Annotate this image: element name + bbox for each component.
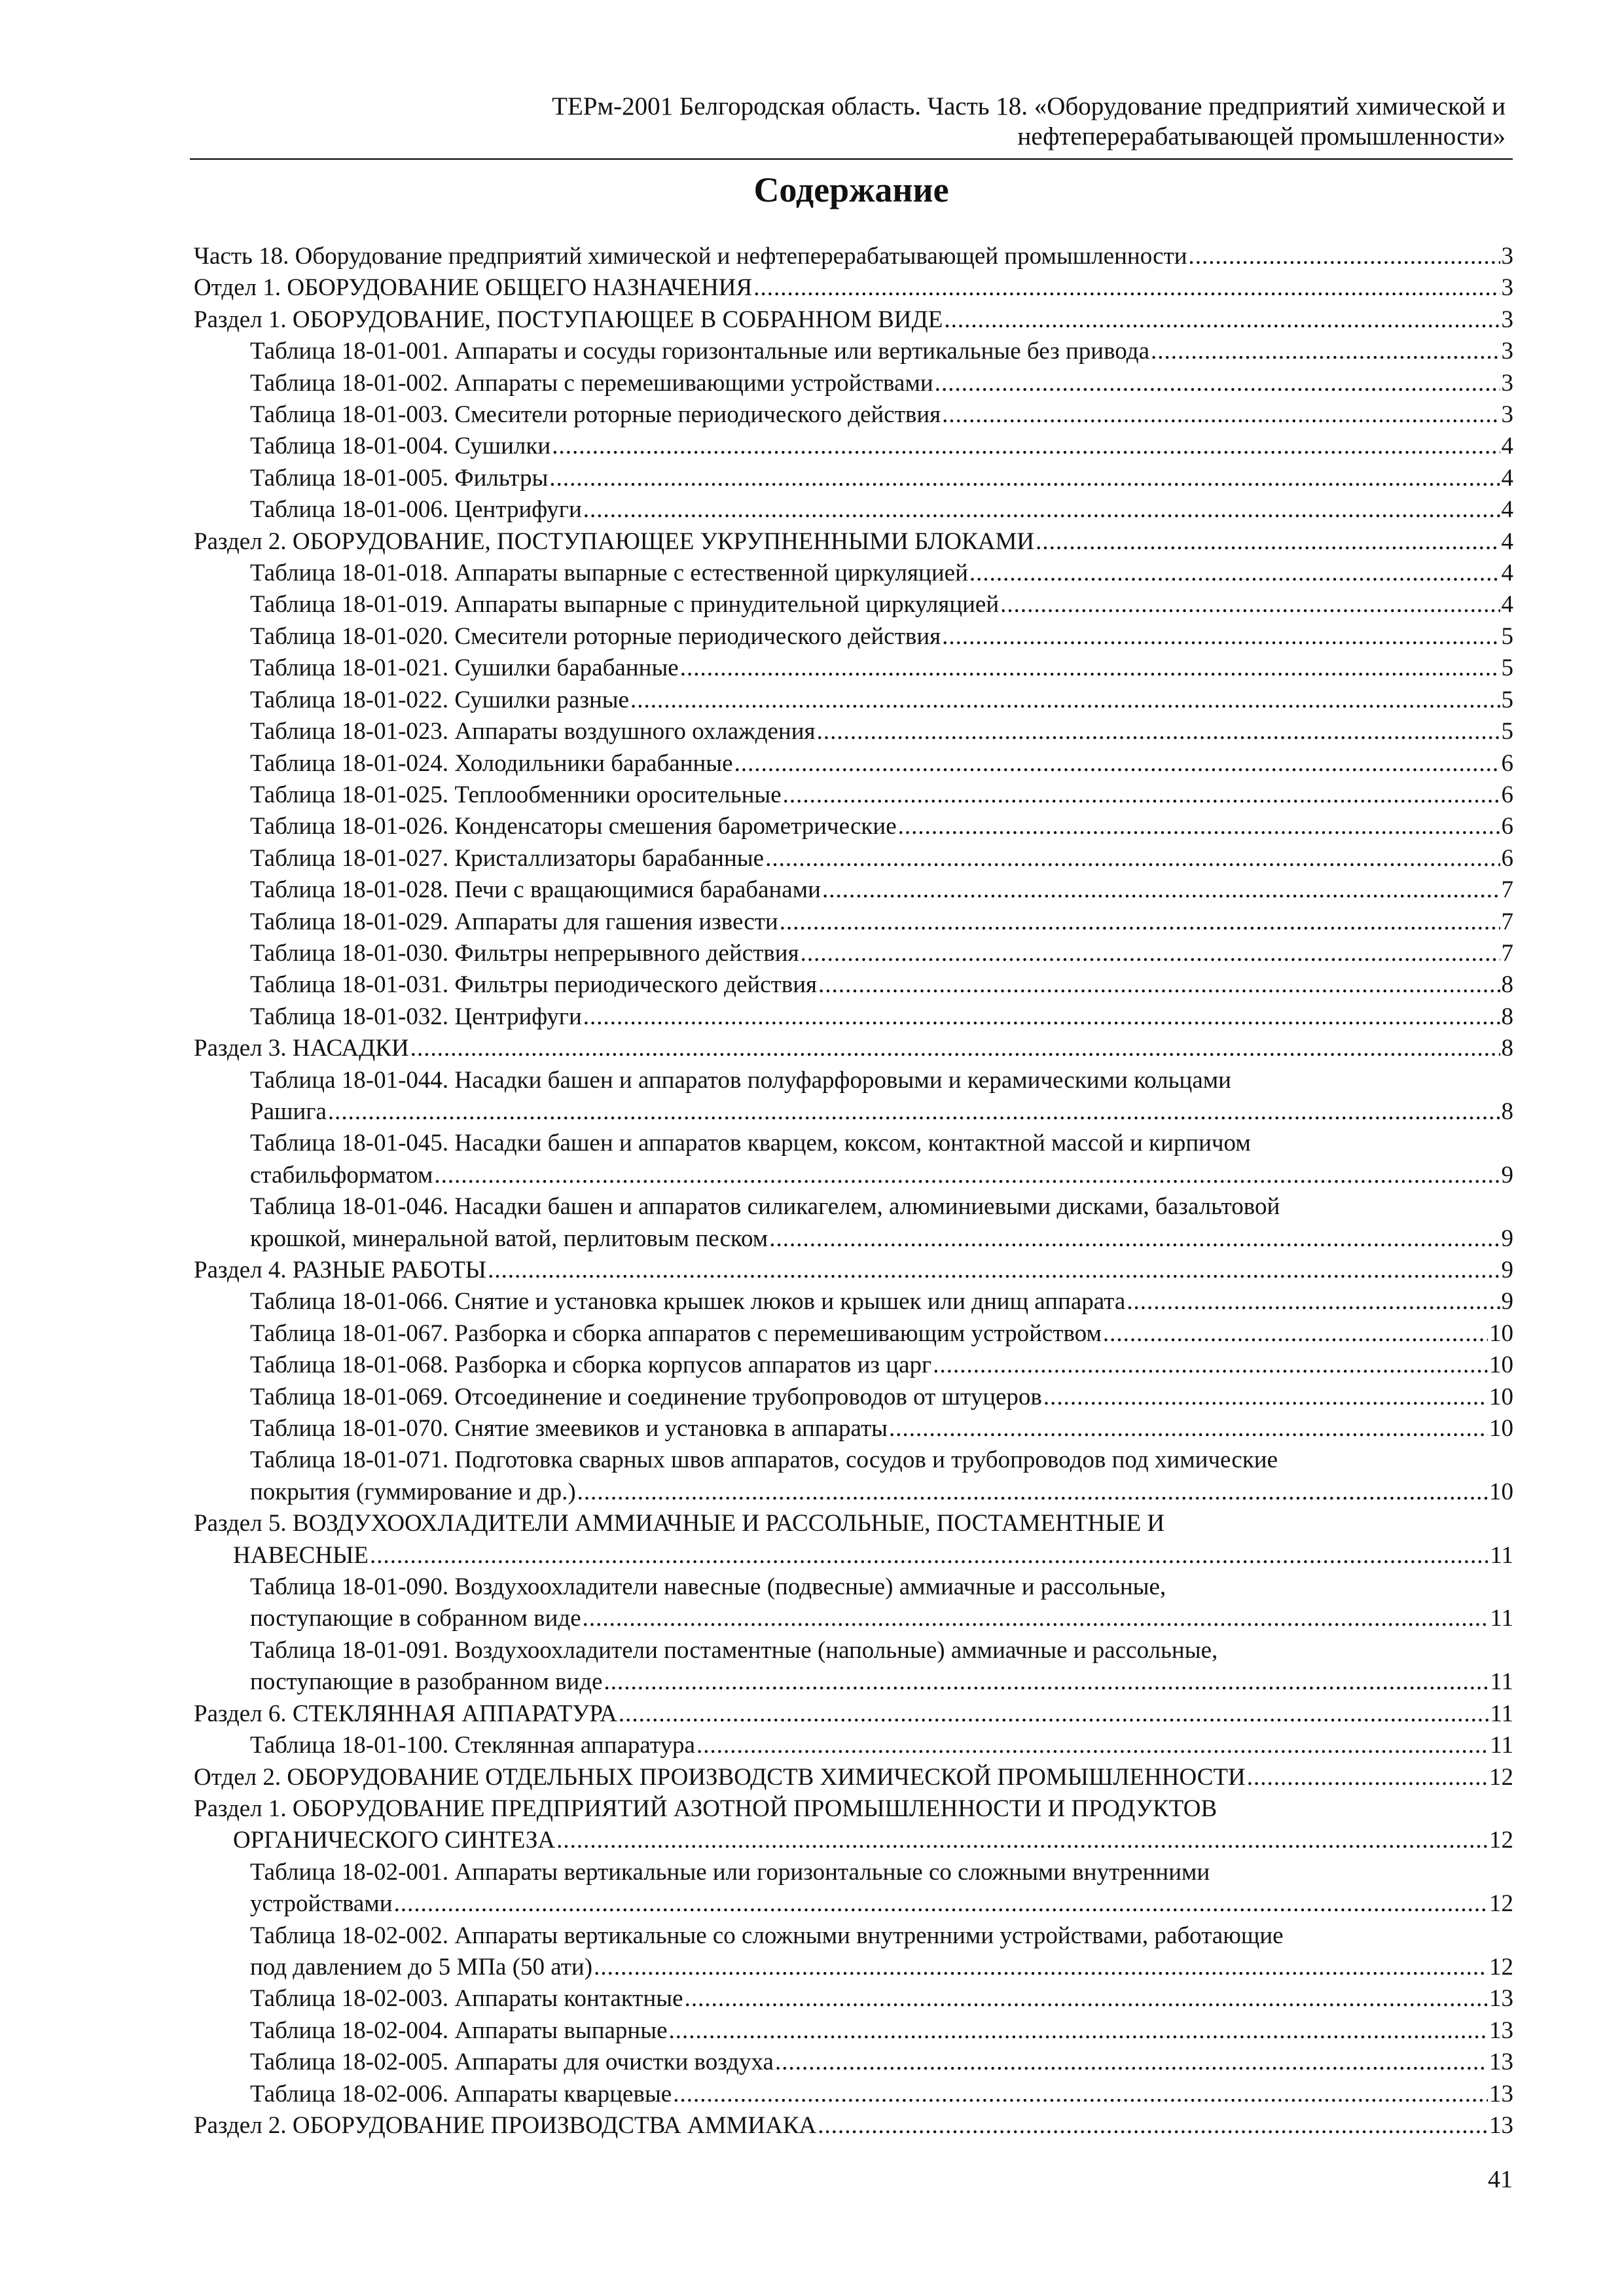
toc-entry-title: НАВЕСНЫЕ xyxy=(233,1541,369,1569)
dot-leader xyxy=(765,843,1500,874)
dot-leader xyxy=(1000,589,1500,620)
toc-entry-title: Таблица 18-01-004. Сушилки xyxy=(250,433,551,460)
dot-leader xyxy=(769,1223,1500,1255)
toc-entry[interactable] xyxy=(194,272,1513,304)
dot-leader xyxy=(410,1033,1500,1064)
toc-entry[interactable] xyxy=(194,304,1513,336)
toc-entry-title: Таблица 18-01-070. Снятие змеевиков и установка в аппараты xyxy=(250,1415,888,1443)
dot-leader xyxy=(556,1825,1488,1856)
dot-leader xyxy=(775,2047,1488,2078)
toc-entry[interactable] xyxy=(194,431,1513,462)
toc-entry-title: Таблица 18-01-066. Снятие и установка крышек люков и крышек или днищ аппарата xyxy=(250,1288,1126,1316)
toc-entry-page: 4 xyxy=(1501,464,1513,492)
dot-leader xyxy=(1043,1382,1488,1413)
toc-entry[interactable] xyxy=(194,368,1513,399)
toc-entry-title-line: Таблица 18-02-002. Аппараты вертикальные со сложными внутренними устройствами, работающие xyxy=(250,1922,1284,1949)
toc-entry[interactable] xyxy=(194,526,1513,558)
toc-entry[interactable] xyxy=(194,2015,1513,2047)
toc-entry[interactable] xyxy=(194,2079,1513,2110)
toc-entry-title: Таблица 18-01-028. Печи с вращающимися барабанами xyxy=(250,876,821,904)
toc-entry-page: 9 xyxy=(1501,1257,1513,1283)
toc-entry-page: 3 xyxy=(1501,243,1513,270)
toc-entry-title: Таблица 18-01-031. Фильтры периодического действия xyxy=(250,971,818,999)
toc-entry[interactable] xyxy=(194,1350,1513,1381)
dot-leader xyxy=(370,1540,1489,1571)
running-header-line-2: нефтеперерабатывающей промышленности» xyxy=(1017,122,1506,151)
toc-entry[interactable] xyxy=(194,748,1513,780)
dot-leader xyxy=(969,558,1500,589)
toc-entry-title: покрытия (гуммирование и др.) xyxy=(250,1478,576,1505)
toc-entry-title: устройствами xyxy=(250,1890,393,1918)
toc-entry-page: 7 xyxy=(1501,939,1513,967)
dot-leader xyxy=(818,2110,1488,2142)
toc-entry[interactable] xyxy=(194,874,1513,906)
toc-entry-title: Таблица 18-01-069. Отсоединение и соединение трубопроводов от штуцеров xyxy=(250,1383,1042,1410)
toc-entry[interactable] xyxy=(194,558,1513,589)
dot-leader xyxy=(583,1603,1489,1634)
toc-entry[interactable] xyxy=(194,1983,1513,2015)
toc-entry-title-line: Таблица 18-01-045. Насадки башен и аппаратов кварцем, коксом, контактной массой и кирпичом xyxy=(250,1130,1251,1157)
dot-leader xyxy=(933,1350,1488,1381)
page-title: Содержание xyxy=(753,170,949,209)
toc-entry-title: Таблица 18-01-067. Разборка и сборка аппаратов с перемешивающим устройством xyxy=(250,1319,1102,1347)
toc-entry-title: Таблица 18-01-029. Аппараты для гашения извести xyxy=(250,908,778,935)
toc-entry-title-line: Таблица 18-02-001. Аппараты вертикальные или горизонтальные со сложными внутренними xyxy=(250,1858,1210,1886)
dot-leader xyxy=(1127,1286,1500,1318)
toc-entry[interactable] xyxy=(194,1762,1513,1793)
toc-entry-page: 8 xyxy=(1501,1035,1513,1062)
dot-leader xyxy=(898,811,1500,842)
toc-entry-page: 13 xyxy=(1489,2017,1513,2044)
dot-leader xyxy=(549,463,1500,494)
toc-entry-page: 5 xyxy=(1501,686,1513,713)
toc-entry-page: 3 xyxy=(1501,401,1513,429)
toc-entry[interactable] xyxy=(194,843,1513,874)
toc-entry-title: Раздел 3. НАСАДКИ xyxy=(194,1035,409,1062)
toc-entry-page: 4 xyxy=(1501,528,1513,555)
toc-entry-title: поступающие в собранном виде xyxy=(250,1605,581,1632)
dot-leader xyxy=(669,2015,1488,2047)
toc-entry[interactable] xyxy=(194,811,1513,842)
toc-entry[interactable] xyxy=(194,906,1513,938)
toc-entry[interactable] xyxy=(194,1508,1513,1571)
toc-entry-title: Таблица 18-01-024. Холодильники барабанные xyxy=(250,749,733,777)
dot-leader xyxy=(604,1666,1489,1698)
toc-entry-page: 9 xyxy=(1501,1225,1513,1252)
toc-entry-page: 6 xyxy=(1501,844,1513,872)
toc-entry[interactable] xyxy=(194,938,1513,969)
dot-leader xyxy=(942,399,1500,431)
toc-entry[interactable] xyxy=(194,1286,1513,1318)
toc-entry-page: 13 xyxy=(1489,2049,1513,2076)
toc-entry-page: 6 xyxy=(1501,813,1513,840)
toc-entry-page: 6 xyxy=(1501,749,1513,777)
dot-leader xyxy=(1189,241,1500,272)
dot-leader xyxy=(734,748,1500,780)
toc-entry[interactable] xyxy=(194,241,1513,272)
toc-entry[interactable] xyxy=(194,1571,1513,1635)
toc-entry-title-line: Раздел 5. ВОЗДУХООХЛАДИТЕЛИ АММИАЧНЫЕ И РАССОЛЬНЫЕ, ПОСТАМЕНТНЫЕ И xyxy=(194,1510,1165,1537)
toc-entry-page: 11 xyxy=(1490,1700,1513,1727)
toc-entry-title: Таблица 18-01-032. Центрифуги xyxy=(250,1003,582,1030)
toc-entry-title: Таблица 18-01-019. Аппараты выпарные с принудительной циркуляцией xyxy=(250,591,1000,619)
toc-entry-page: 12 xyxy=(1489,1827,1513,1854)
toc-entry-page: 3 xyxy=(1501,274,1513,302)
toc-entry[interactable] xyxy=(194,2047,1513,2078)
toc-entry[interactable] xyxy=(194,1065,1513,1128)
toc-entry-page: 8 xyxy=(1501,971,1513,999)
toc-entry-page: 6 xyxy=(1501,781,1513,808)
page-number: 41 xyxy=(1488,2166,1513,2193)
toc-entry-page: 4 xyxy=(1501,591,1513,619)
dot-leader xyxy=(434,1160,1500,1191)
dot-leader xyxy=(1247,1762,1488,1793)
toc-entry[interactable] xyxy=(194,969,1513,1001)
toc-entry[interactable] xyxy=(194,653,1513,684)
toc-entry-page: 9 xyxy=(1501,1161,1513,1189)
toc-entry[interactable] xyxy=(194,716,1513,747)
dot-leader xyxy=(630,685,1500,716)
dot-leader xyxy=(328,1096,1500,1128)
toc-entry-page: 11 xyxy=(1490,1541,1513,1569)
dot-leader xyxy=(753,272,1500,304)
running-header xyxy=(190,92,1506,152)
toc-entry-page: 11 xyxy=(1490,1732,1513,1759)
dot-leader xyxy=(818,969,1500,1001)
toc-entry[interactable] xyxy=(194,1318,1513,1350)
toc-entry-title: Таблица 18-01-018. Аппараты выпарные с естественной циркуляцией xyxy=(250,560,968,587)
dot-leader xyxy=(889,1413,1488,1444)
toc-entry-page: 10 xyxy=(1489,1478,1513,1505)
toc-entry-title: Таблица 18-01-020. Смесители роторные периодического действия xyxy=(250,622,941,650)
dot-leader xyxy=(801,938,1500,969)
dot-leader xyxy=(783,780,1500,811)
toc-entry-page: 4 xyxy=(1501,496,1513,524)
dot-leader xyxy=(944,304,1500,336)
toc-entry-title: ОРГАНИЧЕСКОГО СИНТЕЗА xyxy=(233,1827,556,1854)
toc-entry-page: 13 xyxy=(1489,2111,1513,2139)
toc-entry[interactable] xyxy=(194,2110,1513,2142)
dot-leader xyxy=(680,653,1500,684)
dot-leader xyxy=(619,1698,1489,1730)
toc-entry[interactable] xyxy=(194,1382,1513,1413)
table-of-contents xyxy=(194,241,1513,2142)
toc-entry[interactable] xyxy=(194,685,1513,716)
toc-entry-page: 3 xyxy=(1501,306,1513,333)
dot-leader xyxy=(488,1255,1500,1286)
toc-entry[interactable] xyxy=(194,494,1513,526)
toc-entry-title-line: Таблица 18-01-071. Подготовка сварных швов аппаратов, сосудов и трубопроводов под химические xyxy=(250,1446,1278,1474)
toc-entry-title: Таблица 18-01-030. Фильтры непрерывного действия xyxy=(250,939,799,967)
toc-entry-title: Раздел 6. СТЕКЛЯННАЯ АППАРАТУРА xyxy=(194,1700,617,1727)
toc-entry[interactable] xyxy=(194,1191,1513,1255)
toc-entry[interactable] xyxy=(194,1444,1513,1508)
toc-entry-title: Таблица 18-01-027. Кристаллизаторы барабанные xyxy=(250,844,765,872)
toc-entry-page: 13 xyxy=(1489,2080,1513,2108)
running-header-line-1: ТЕРм-2001 Белгородская область. Часть 18. «Оборудование предприятий химической и xyxy=(552,92,1506,120)
toc-entry[interactable] xyxy=(194,463,1513,494)
toc-entry[interactable] xyxy=(194,1255,1513,1286)
toc-entry[interactable] xyxy=(194,1635,1513,1698)
dot-leader xyxy=(394,1888,1488,1920)
toc-entry-page: 5 xyxy=(1501,655,1513,682)
toc-entry[interactable] xyxy=(194,1793,1513,1857)
toc-entry-title: Раздел 2. ОБОРУДОВАНИЕ ПРОИЗВОДСТВА АММИАКА xyxy=(194,2111,817,2139)
dot-leader xyxy=(583,494,1500,526)
dot-leader xyxy=(552,431,1500,462)
toc-entry-title: Таблица 18-01-003. Смесители роторные периодического действия xyxy=(250,401,941,429)
toc-entry-page: 10 xyxy=(1489,1319,1513,1347)
toc-entry-page: 10 xyxy=(1489,1352,1513,1379)
dot-leader xyxy=(583,1001,1500,1033)
toc-entry-page: 11 xyxy=(1490,1668,1513,1696)
toc-entry-title: крошкой, минеральной ватой, перлитовым песком xyxy=(250,1225,768,1252)
toc-entry-title-line: Таблица 18-01-090. Воздухоохладители навесные (подвесные) аммиачные и рассольные, xyxy=(250,1573,1166,1601)
toc-entry-page: 7 xyxy=(1501,908,1513,935)
toc-entry[interactable] xyxy=(194,1920,1513,1984)
toc-entry-page: 3 xyxy=(1501,338,1513,365)
toc-entry-title: Рашига xyxy=(250,1098,327,1125)
dot-leader xyxy=(822,874,1500,906)
toc-entry-page: 10 xyxy=(1489,1383,1513,1410)
toc-entry[interactable] xyxy=(194,780,1513,811)
toc-entry-title: поступающие в разобранном виде xyxy=(250,1668,603,1696)
toc-entry[interactable] xyxy=(194,621,1513,653)
toc-entry[interactable] xyxy=(194,1698,1513,1730)
toc-entry-title: Таблица 18-01-001. Аппараты и сосуды горизонтальные или вертикальные без привода xyxy=(250,338,1149,365)
toc-entry[interactable] xyxy=(194,399,1513,431)
toc-entry-title: Таблица 18-02-004. Аппараты выпарные xyxy=(250,2017,668,2044)
dot-leader xyxy=(1151,336,1500,367)
toc-entry-title: Таблица 18-01-100. Стеклянная аппаратура xyxy=(250,1732,695,1759)
toc-entry-page: 4 xyxy=(1501,560,1513,587)
toc-entry-title: Таблица 18-01-022. Сушилки разные xyxy=(250,686,630,713)
toc-entry-title: Таблица 18-01-005. Фильтры xyxy=(250,464,549,492)
toc-entry-title: Раздел 1. ОБОРУДОВАНИЕ, ПОСТУПАЮЩЕЕ В СОБРАННОМ ВИДЕ xyxy=(194,306,943,333)
toc-entry[interactable] xyxy=(194,1128,1513,1191)
toc-entry[interactable] xyxy=(194,589,1513,620)
dot-leader xyxy=(935,368,1500,399)
dot-leader xyxy=(1036,526,1500,558)
dot-leader xyxy=(1103,1318,1488,1350)
toc-entry-title-line: Раздел 1. ОБОРУДОВАНИЕ ПРЕДПРИЯТИЙ АЗОТНОЙ ПРОМЫШЛЕННОСТИ И ПРОДУКТОВ xyxy=(194,1795,1218,1822)
toc-entry-title: Раздел 4. РАЗНЫЕ РАБОТЫ xyxy=(194,1257,487,1283)
toc-entry-title: Таблица 18-01-026. Конденсаторы смешения барометрические xyxy=(250,813,897,840)
toc-entry-page: 12 xyxy=(1489,1890,1513,1918)
dot-leader xyxy=(696,1730,1489,1761)
toc-entry[interactable] xyxy=(194,1033,1513,1064)
toc-entry-title: Отдел 1. ОБОРУДОВАНИЕ ОБЩЕГО НАЗНАЧЕНИЯ xyxy=(194,274,753,302)
toc-entry-page: 4 xyxy=(1501,433,1513,460)
toc-entry-title: Таблица 18-01-025. Теплообменники оросительные xyxy=(250,781,782,808)
toc-entry-page: 5 xyxy=(1501,622,1513,650)
toc-entry-title-line: Таблица 18-01-091. Воздухоохладители постаментные (напольные) аммиачные и рассольные, xyxy=(250,1636,1218,1664)
toc-entry-title-line: Таблица 18-01-046. Насадки башен и аппаратов силикагелем, алюминиевыми дисками, базальтовой xyxy=(250,1193,1280,1221)
header-rule xyxy=(190,158,1513,160)
dot-leader xyxy=(577,1477,1488,1508)
toc-entry-title: Таблица 18-01-021. Сушилки барабанные xyxy=(250,655,679,682)
toc-entry[interactable] xyxy=(194,1857,1513,1920)
toc-entry-page: 5 xyxy=(1501,718,1513,745)
dot-leader xyxy=(685,1983,1488,2015)
toc-entry-title: Таблица 18-02-005. Аппараты для очистки воздуха xyxy=(250,2049,774,2076)
toc-entry-page: 8 xyxy=(1501,1098,1513,1125)
toc-entry-title: Таблица 18-02-003. Аппараты контактные xyxy=(250,1985,683,2013)
toc-entry-title-line: Таблица 18-01-044. Насадки башен и аппаратов полуфарфоровыми и керамическими кольцами xyxy=(250,1066,1231,1094)
toc-entry-page: 13 xyxy=(1489,1985,1513,2013)
toc-entry[interactable] xyxy=(194,336,1513,367)
toc-entry-title: Таблица 18-01-002. Аппараты с перемешивающими устройствами xyxy=(250,369,933,397)
dot-leader xyxy=(673,2079,1488,2110)
toc-entry-title: Таблица 18-01-068. Разборка и сборка корпусов аппаратов из царг xyxy=(250,1352,932,1379)
toc-entry-page: 12 xyxy=(1489,1953,1513,1981)
toc-entry-page: 9 xyxy=(1501,1288,1513,1316)
toc-entry-page: 12 xyxy=(1489,1763,1513,1791)
toc-entry-title: Раздел 2. ОБОРУДОВАНИЕ, ПОСТУПАЮЩЕЕ УКРУПНЕННЫМИ БЛОКАМИ xyxy=(194,528,1035,555)
toc-entry-title: Таблица 18-01-006. Центрифуги xyxy=(250,496,582,524)
dot-leader xyxy=(780,906,1500,938)
toc-entry-title: Таблица 18-01-023. Аппараты воздушного охлаждения xyxy=(250,718,816,745)
toc-entry-page: 3 xyxy=(1501,369,1513,397)
toc-entry-page: 10 xyxy=(1489,1415,1513,1443)
toc-entry[interactable] xyxy=(194,1001,1513,1033)
toc-entry-title: Часть 18. Оборудование предприятий химической и нефтеперерабатывающей промышленности xyxy=(194,243,1187,270)
toc-entry-title: под давлением до 5 МПа (50 ати) xyxy=(250,1953,593,1981)
toc-entry-title: Таблица 18-02-006. Аппараты кварцевые xyxy=(250,2080,672,2108)
dot-leader xyxy=(942,621,1500,653)
dot-leader xyxy=(594,1952,1488,1983)
dot-leader xyxy=(817,716,1500,747)
toc-entry[interactable] xyxy=(194,1730,1513,1761)
toc-entry-title: Отдел 2. ОБОРУДОВАНИЕ ОТДЕЛЬНЫХ ПРОИЗВОДСТВ ХИМИЧЕСКОЙ ПРОМЫШЛЕННОСТИ xyxy=(194,1763,1246,1791)
toc-entry-page: 11 xyxy=(1490,1605,1513,1632)
toc-entry-page: 8 xyxy=(1501,1003,1513,1030)
toc-entry[interactable] xyxy=(194,1413,1513,1444)
toc-entry-title: стабильформатом xyxy=(250,1161,433,1189)
toc-entry-page: 7 xyxy=(1501,876,1513,904)
